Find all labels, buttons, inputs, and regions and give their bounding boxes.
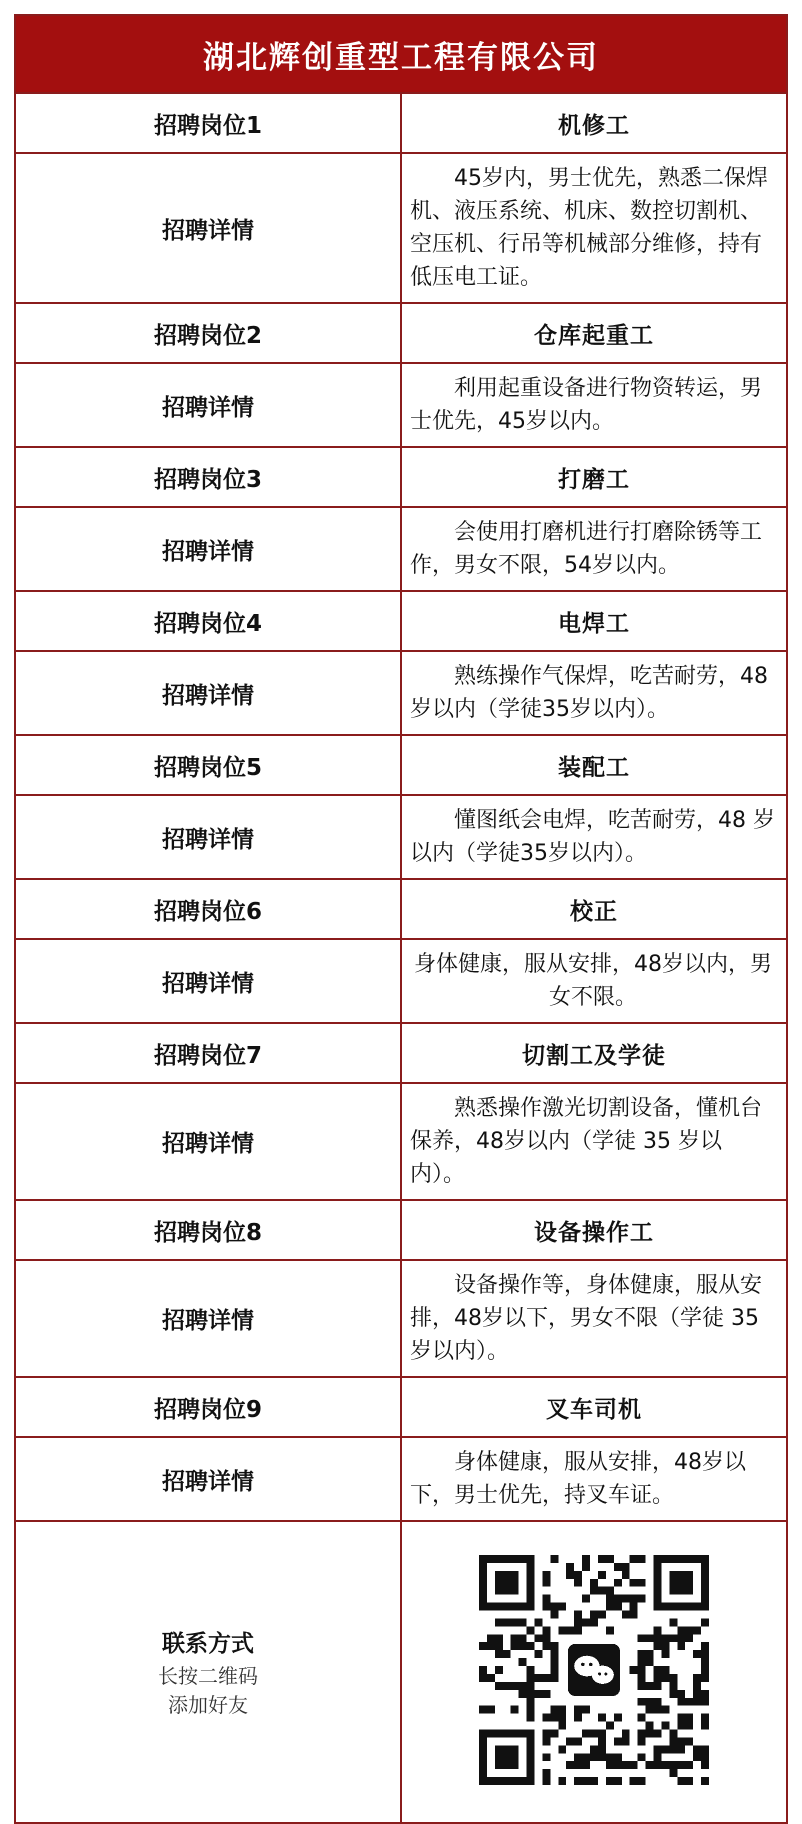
- position-label: 招聘岗位9: [15, 1377, 401, 1437]
- detail-label: 招聘详情: [15, 363, 401, 447]
- detail-row-4: [15, 651, 787, 735]
- detail-text: 利用起重设备进行物资转运，男士优先，45岁以内。: [401, 363, 787, 447]
- detail-row-9: [15, 1437, 787, 1521]
- company-title: 湖北辉创重型工程有限公司: [15, 15, 787, 93]
- position-row-7: [15, 1023, 787, 1083]
- position-row-8: [15, 1200, 787, 1260]
- detail-text: 设备操作等，身体健康，服从安排，48岁以下，男女不限（学徒 35 岁以内）。: [401, 1260, 787, 1377]
- position-label: 招聘岗位3: [15, 447, 401, 507]
- position-row-5: [15, 735, 787, 795]
- detail-text: 45岁内，男士优先，熟悉二保焊机、液压系统、机床、数控切割机、空压机、行吊等机械部分维修，持有低压电工证。: [401, 153, 787, 303]
- detail-label: 招聘详情: [15, 651, 401, 735]
- detail-label: 招聘详情: [15, 795, 401, 879]
- qr-code-cell: [401, 1521, 787, 1823]
- position-row-3: [15, 447, 787, 507]
- position-name: 打磨工: [401, 447, 787, 507]
- detail-label: 招聘详情: [15, 507, 401, 591]
- position-name: 设备操作工: [401, 1200, 787, 1260]
- detail-label: 招聘详情: [15, 1260, 401, 1377]
- position-label: 招聘岗位1: [15, 93, 401, 153]
- position-row-6: [15, 879, 787, 939]
- detail-label: 招聘详情: [15, 939, 401, 1023]
- position-row-2: [15, 303, 787, 363]
- recruitment-table-wrapper: [14, 14, 788, 1824]
- position-label: 招聘岗位7: [15, 1023, 401, 1083]
- wechat-qr-code[interactable]: [479, 1555, 709, 1785]
- position-name: 电焊工: [401, 591, 787, 651]
- detail-row-7: [15, 1083, 787, 1200]
- position-name: 切割工及学徒: [401, 1023, 787, 1083]
- detail-text: 身体健康，服从安排，48岁以内，男女不限。: [401, 939, 787, 1023]
- detail-text: 熟练操作气保焊，吃苦耐劳，48岁以内（学徒35岁以内）。: [401, 651, 787, 735]
- contact-cell: [15, 1521, 401, 1823]
- detail-text: 懂图纸会电焊，吃苦耐劳，48 岁以内（学徒35岁以内）。: [401, 795, 787, 879]
- position-name: 装配工: [401, 735, 787, 795]
- detail-label: 招聘详情: [15, 153, 401, 303]
- position-row-1: [15, 93, 787, 153]
- detail-text: 会使用打磨机进行打磨除锈等工作，男女不限，54岁以内。: [401, 507, 787, 591]
- detail-row-1: [15, 153, 787, 303]
- detail-row-6: [15, 939, 787, 1023]
- position-label: 招聘岗位8: [15, 1200, 401, 1260]
- position-name: 校正: [401, 879, 787, 939]
- contact-title: 联系方式: [162, 1630, 254, 1657]
- detail-row-3: [15, 507, 787, 591]
- contact-line-1: 长按二维码: [158, 1663, 258, 1688]
- position-name: 机修工: [401, 93, 787, 153]
- detail-label: 招聘详情: [15, 1437, 401, 1521]
- recruitment-table: [14, 14, 788, 1824]
- detail-row-2: [15, 363, 787, 447]
- title-row: [15, 15, 787, 93]
- qr-code-icon: [479, 1555, 709, 1785]
- contact-line-2: 添加好友: [168, 1692, 248, 1717]
- detail-row-8: [15, 1260, 787, 1377]
- detail-label: 招聘详情: [15, 1083, 401, 1200]
- position-label: 招聘岗位5: [15, 735, 401, 795]
- position-label: 招聘岗位4: [15, 591, 401, 651]
- detail-row-5: [15, 795, 787, 879]
- position-name: 仓库起重工: [401, 303, 787, 363]
- position-label: 招聘岗位6: [15, 879, 401, 939]
- position-label: 招聘岗位2: [15, 303, 401, 363]
- detail-text: 身体健康，服从安排，48岁以下，男士优先，持叉车证。: [401, 1437, 787, 1521]
- position-name: 叉车司机: [401, 1377, 787, 1437]
- contact-row: [15, 1521, 787, 1823]
- position-row-4: [15, 591, 787, 651]
- detail-text: 熟悉操作激光切割设备，懂机台保养，48岁以内（学徒 35 岁以内）。: [401, 1083, 787, 1200]
- position-row-9: [15, 1377, 787, 1437]
